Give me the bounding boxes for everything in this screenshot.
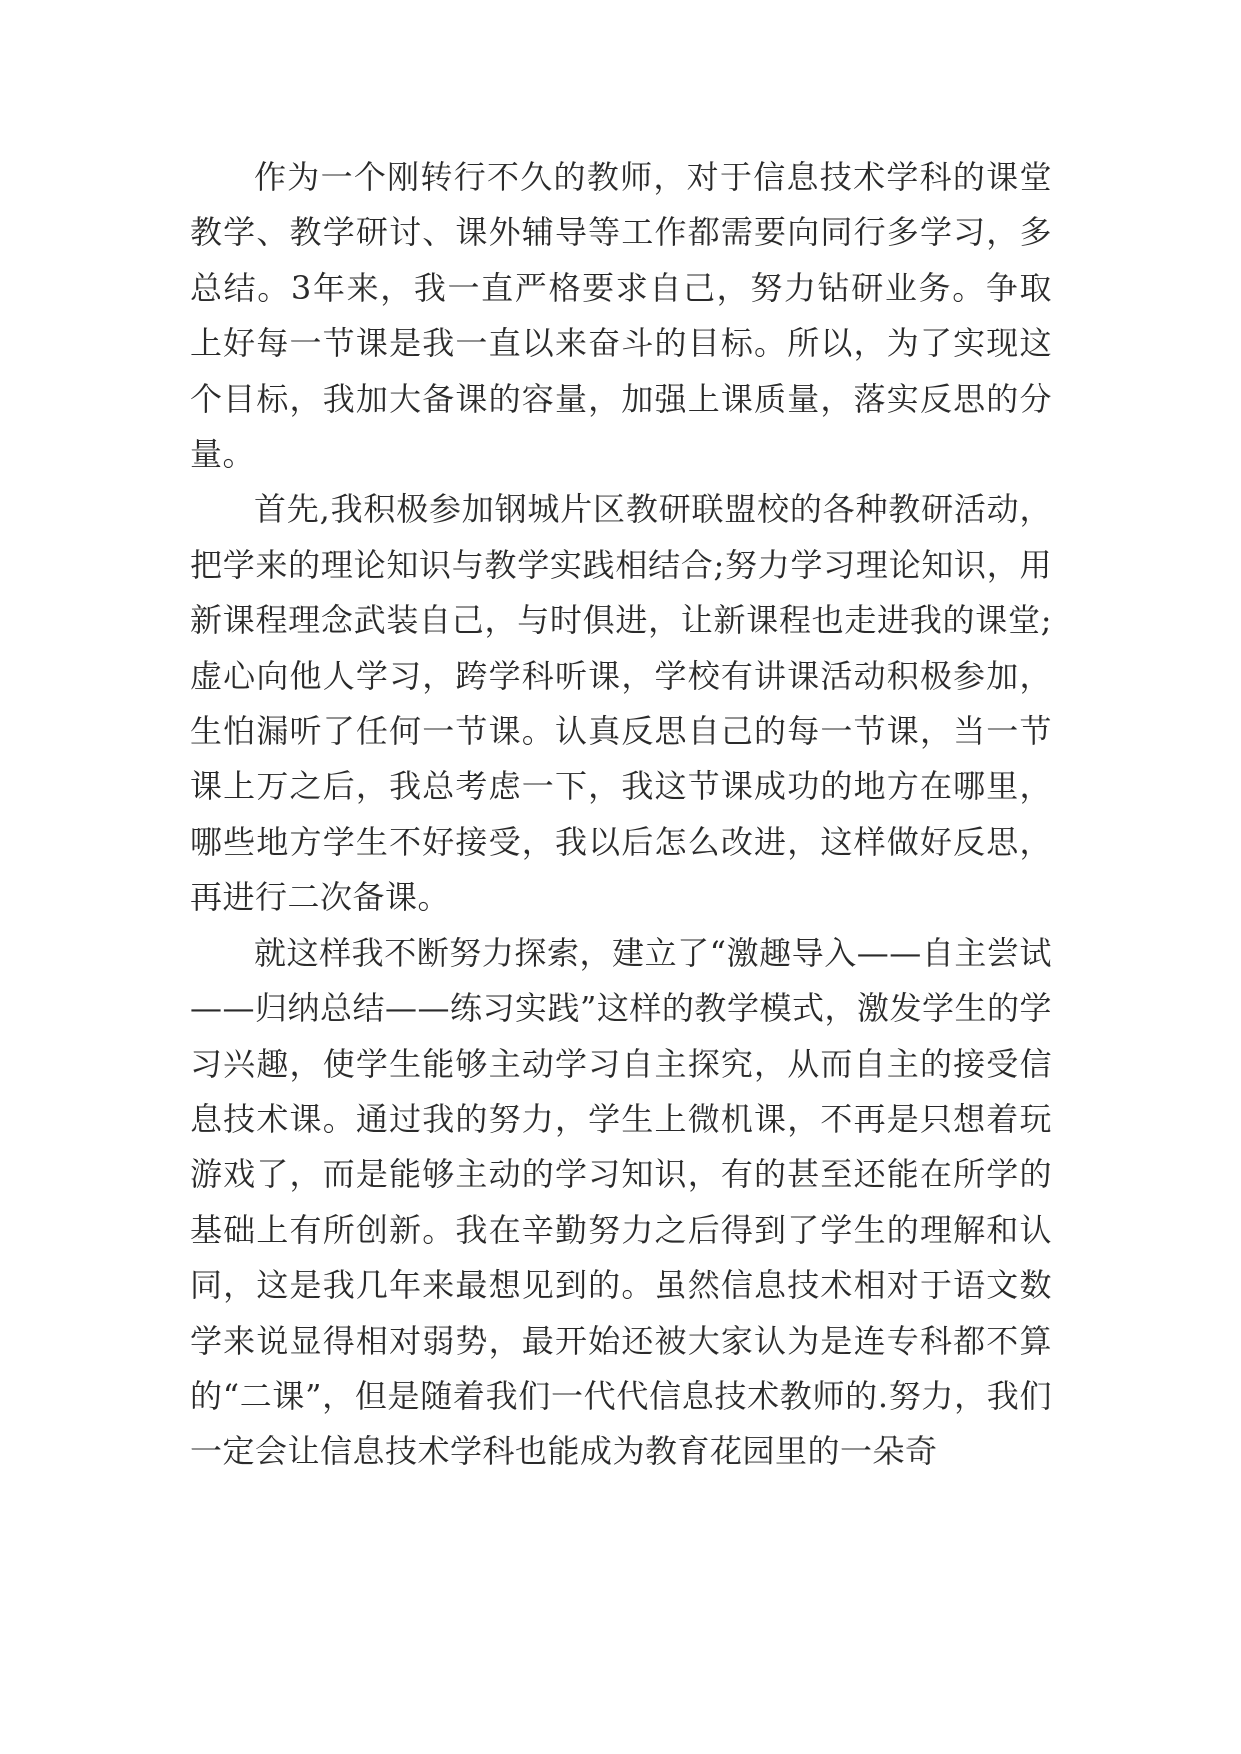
paragraph-3: 就这样我不断努力探索，建立了“激趣导入——自主尝试——归纳总结——练习实践”这样的教学模式，激发学生的学习兴趣，使学生能够主动学习自主探究，从而自主的接受信息技术课。通过我的努力，学生上微机课，不再是只想着玩游戏了，而是能够主动的学习知识，有的甚至还能在所学的基础上有所创新。我在辛勤努力之后得到了学生的理解和认同，这是我几年来最想见到的。虽然信息技术相对于语文数学来说显得相对弱势，最开始还被大家认为是连专科都不算的“二课”，但是随着我们一代代信息技术教师的.努力，我们一定会让信息技术学科也能成为教育花园里的一朵奇 (190, 933, 1052, 1471)
paragraph-1: 作为一个刚转行不久的教师，对于信息技术学科的课堂教学、教学研讨、课外辅导等工作都需要向同行多学习，多总结。3年来，我一直严格要求自己，努力钻研业务。争取上好每一节课是我一直以来奋斗的目标。所以，为了实现这个目标，我加大备课的容量，加强上课质量，落实反思的分量。 (190, 158, 1052, 474)
document-body (190, 150, 1052, 1480)
paragraph-2: 首先,我积极参加钢城片区教研联盟校的各种教研活动，把学来的理论知识与教学实践相结合;努力学习理论知识，用新课程理念武装自己，与时俱进，让新课程也走进我的课堂;虚心向他人学习，跨学科听课，学校有讲课活动积极参加，生怕漏听了任何一节课。认真反思自己的每一节课，当一节课上万之后，我总考虑一下，我这节课成功的地方在哪里，哪些地方学生不好接受，我以后怎么改进，这样做好反思，再进行二次备课。 (190, 490, 1052, 917)
